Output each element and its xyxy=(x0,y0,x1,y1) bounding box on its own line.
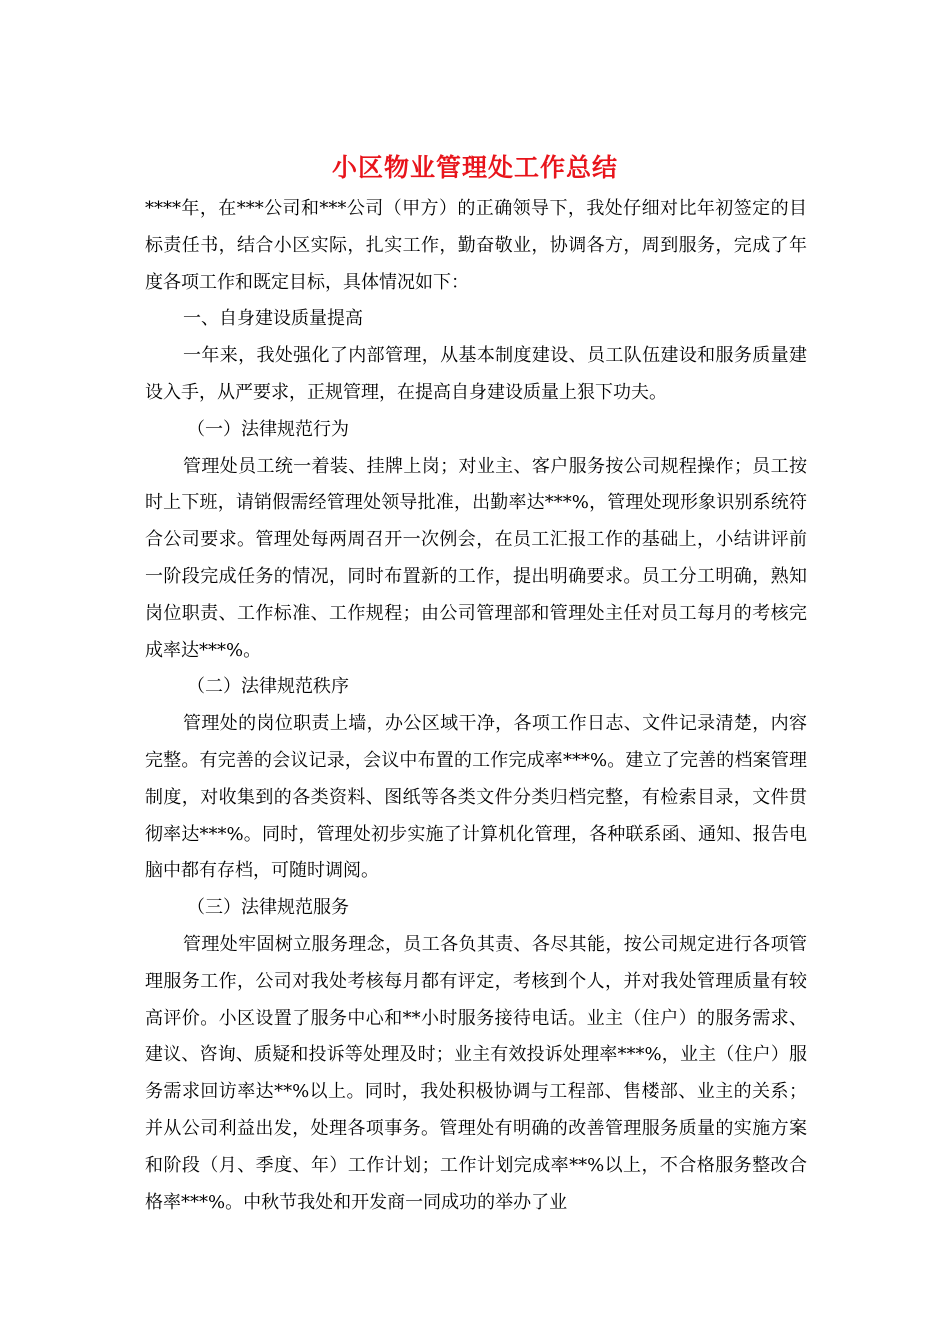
document-title: 小区物业管理处工作总结 xyxy=(331,153,618,182)
section-heading-1: 一、自身建设质量提高 xyxy=(183,308,363,330)
section-1-paragraph: 一年来，我处强化了内部管理，从基本制度建设、员工队伍建设和服务质量建设入手，从严要求，正规管理，在提高自身建设质量上狠下功夫。 xyxy=(145,345,807,403)
subsection-3-paragraph: 管理处牢固树立服务理念，员工各负其责、各尽其能，按公司规定进行各项管理服务工作，公司对我处考核每月都有评定，考核到个人，并对我处管理质量有较高评价。小区设置了服务中心和**小时服务接待电话。业主（住户）的服务需求、建议、咨询、质疑和投诉等处理及时；业主有效投诉处理率***%，业主（住户）服务需求回访率达**%以上。同时，我处积极协调与工程部、售楼部、业主的关系；并从公司利益出发，处理各项事务。管理处有明确的改善管理服务质量的实施方案和阶段（月、季度、年）工作计划；工作计划完成率**%以上，不合格服务整改合格率***%。中秋节我处和开发商一同成功的举办了业 xyxy=(145,933,807,1213)
subsection-2-paragraph: 管理处的岗位职责上墙，办公区域干净，各项工作日志、文件记录清楚，内容完整。有完善的会议记录，会议中布置的工作完成率***%。建立了完善的档案管理制度，对收集到的各类资料、图纸等各类文件分类归档完整，有检索目录，文件贯彻率达***%。同时，管理处初步实施了计算机化管理，各种联系函、通知、报告电脑中都有存档，可随时调阅。 xyxy=(145,713,807,882)
subsection-heading-1: （一）法律规范行为 xyxy=(187,418,349,440)
intro-paragraph: ****年，在***公司和***公司（甲方）的正确领导下，我处仔细对比年初签定的目标责任书，结合小区实际，扎实工作，勤奋敬业，协调各方，周到服务，完成了年度各项工作和既定目标，具体情况如下： xyxy=(145,198,807,293)
subsection-1-paragraph: 管理处员工统一着装、挂牌上岗；对业主、客户服务按公司规程操作；员工按时上下班，请销假需经管理处领导批准，出勤率达***%，管理处现形象识别系统符合公司要求。管理处每两周召开一次例会，在员工汇报工作的基础上，小结讲评前一阶段完成任务的情况，同时布置新的工作，提出明确要求。员工分工明确，熟知岗位职责、工作标准、工作规程；由公司管理部和管理处主任对员工每月的考核完成率达***%。 xyxy=(145,455,807,661)
subsection-heading-2: （二）法律规范秩序 xyxy=(187,676,349,698)
document-body xyxy=(145,191,807,1221)
subsection-heading-3: （三）法律规范服务 xyxy=(187,897,349,919)
